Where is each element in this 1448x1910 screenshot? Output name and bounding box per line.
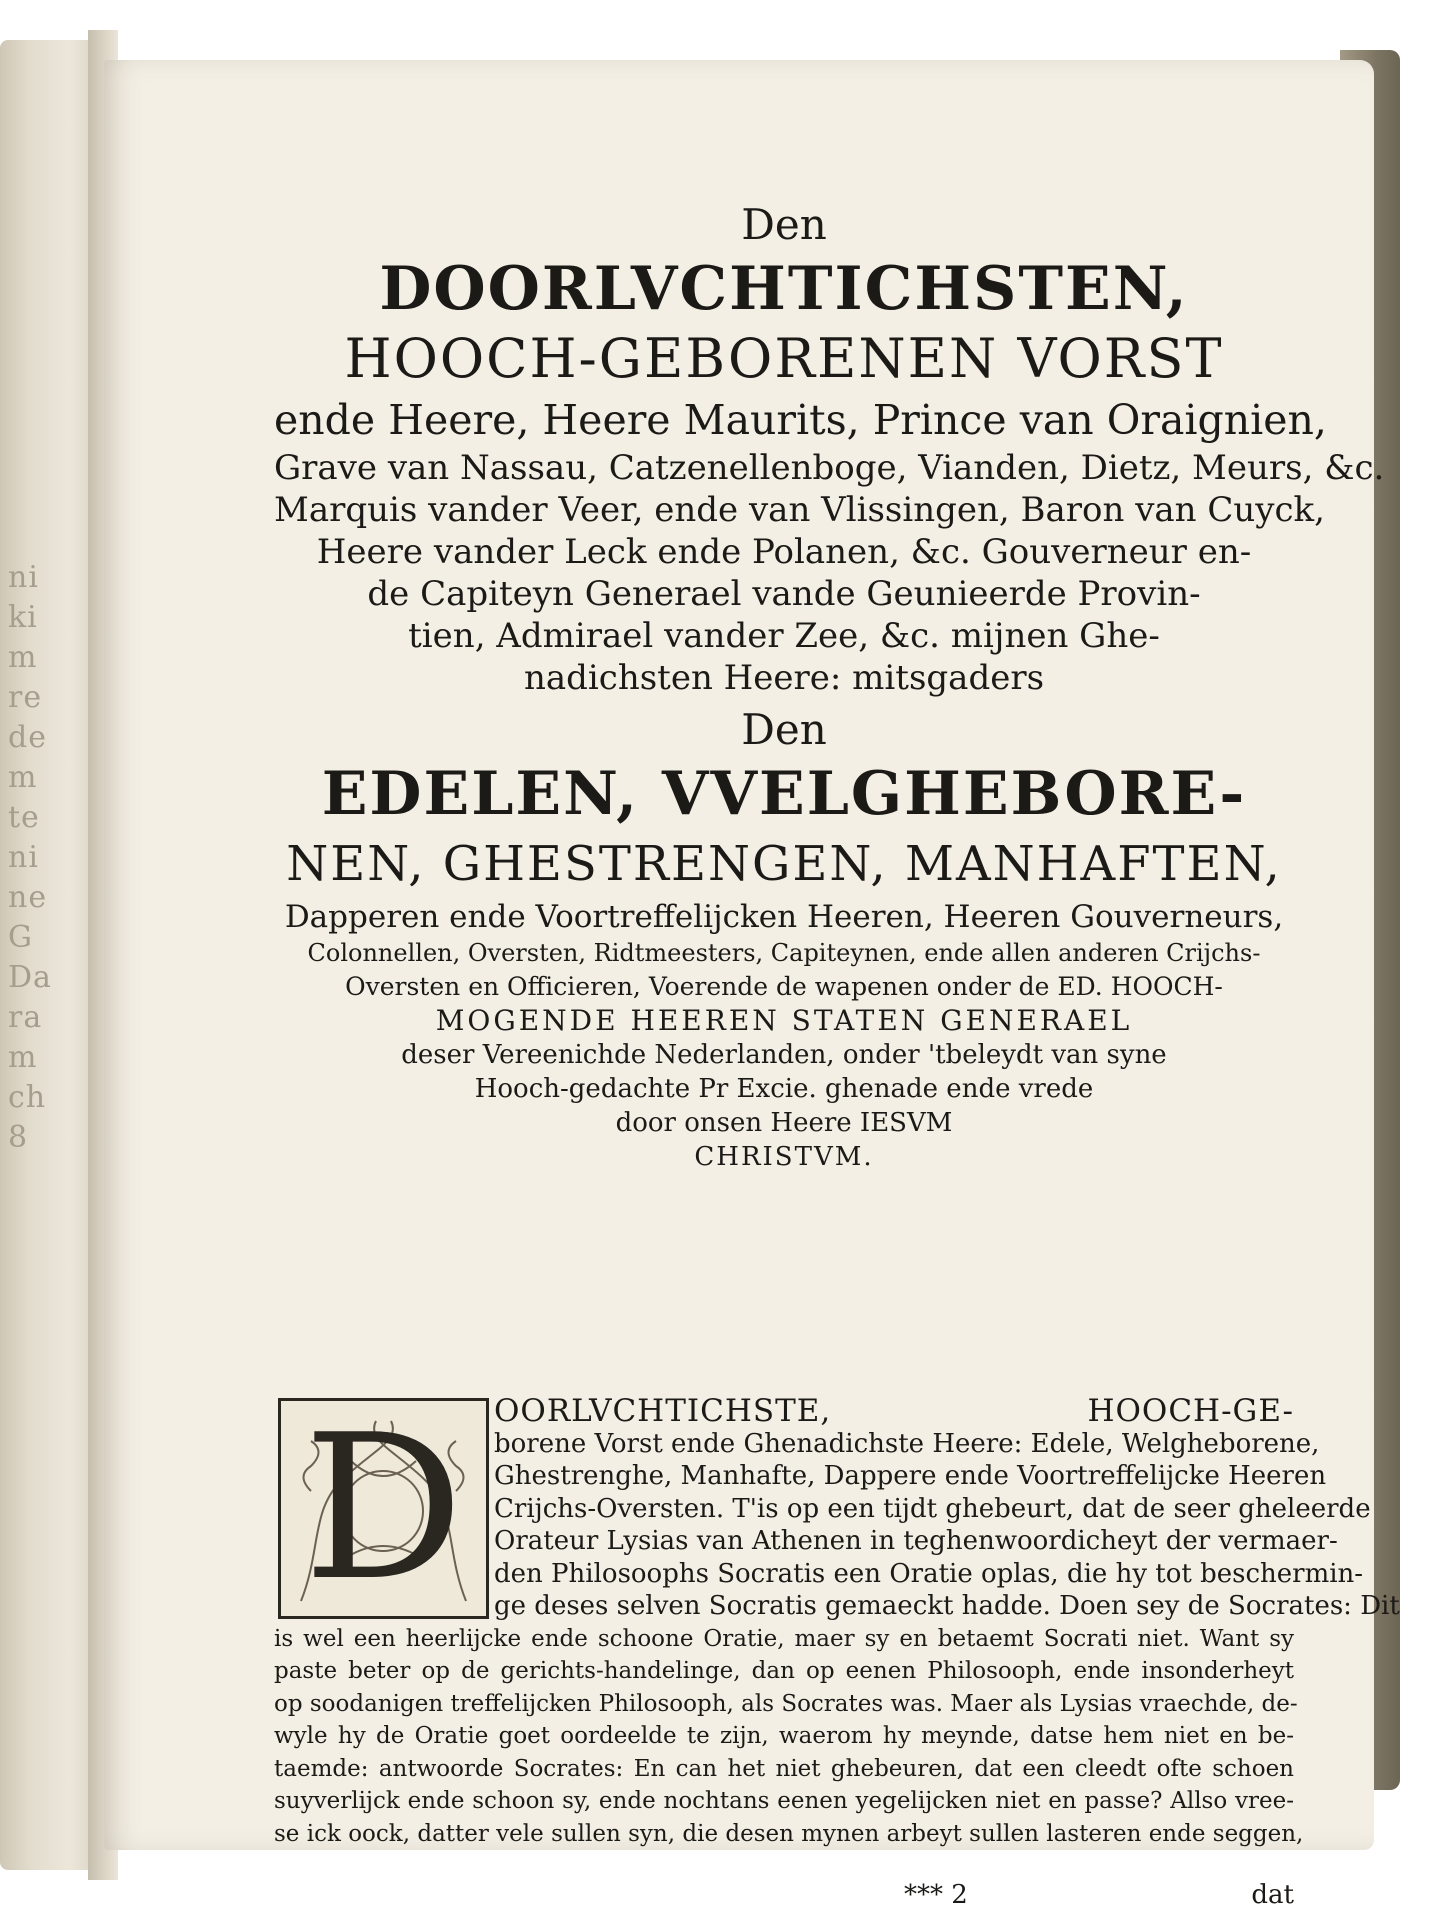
title-line: HOOCH-GEBORENEN VORST <box>344 327 1224 390</box>
title-line: Grave van Nassau, Catzenellenboge, Vianden, Dietz, Meurs, &c. <box>274 448 1385 488</box>
dedication-line: Colonnellen, Oversten, Ridtmeesters, Capiteynen, ende allen anderen Crijchs- <box>307 939 1261 967</box>
facing-page-fragment: ch <box>8 1080 47 1115</box>
title-line: Marquis vander Veer, ende van Vlissingen, Baron van Cuyck, <box>274 490 1325 530</box>
facing-page-fragment: m <box>8 1040 38 1075</box>
facing-page-fragment: ra <box>8 1000 43 1035</box>
dedication-line: NEN, GHESTRENGEN, MANHAFTEN, <box>286 836 1282 892</box>
facing-page-fragment: m <box>8 760 38 795</box>
dedication-line: Dapperen ende Voortreffelijcken Heeren, Heeren Gouverneurs, <box>284 899 1284 935</box>
title-line: Heere vander Leck ende Polanen, &c. Gouverneur en- <box>316 532 1252 572</box>
facing-page-fragment: G <box>8 920 33 955</box>
facing-page-fragment: Da <box>8 960 52 995</box>
body-line: OORLVCHTICHSTE, HOOCH-GE- <box>494 1393 1294 1429</box>
body-line: taemde: antwoorde Socrates: En can het niet ghebeuren, dat een cleedt ofte schoen <box>274 1755 1294 1782</box>
facing-page-fragment: te <box>8 800 40 835</box>
dedication-line: door onsen Heere IESVM <box>615 1108 953 1138</box>
body-line: Ghestrenghe, Manhafte, Dappere ende Voortreffelijcke Heeren <box>494 1461 1327 1491</box>
body-line: den Philosoophs Socratis een Oratie oplas, die hy tot beschermin- <box>494 1558 1364 1589</box>
facing-page-fragment: de <box>8 720 47 755</box>
body-line: se ick oock, datter vele sullen syn, die desen mynen arbeyt sullen lasteren ende seggen, <box>274 1820 1304 1847</box>
dedication-line: Hooch-gedachte Pr Excie. ghenade ende vrede <box>474 1074 1094 1104</box>
dedication-line: CHRISTVM. <box>694 1142 874 1172</box>
facing-page-fragment: re <box>8 680 43 715</box>
signature-mark: *** 2 <box>904 1880 968 1910</box>
facing-page-fragment: m <box>8 640 38 675</box>
dedication-den: Den <box>741 705 827 754</box>
title-line: ende Heere, Heere Maurits, Prince van Oraignien, <box>274 396 1327 444</box>
title-line: nadichsten Heere: mitsgaders <box>523 658 1045 698</box>
body-line: Crijchs-Oversten. T'is op een tijdt ghebeurt, dat de seer gheleerde <box>494 1493 1371 1524</box>
facing-page-fragment: ki <box>8 600 38 635</box>
body-line: ge deses selven Socratis gemaeckt hadde. Doen sey de Socrates: Dit <box>494 1591 1400 1621</box>
facing-page-fragment: ni <box>8 840 39 875</box>
dedication-line: deser Vereenichde Nederlanden, onder 'tbeleydt van syne <box>401 1040 1167 1070</box>
body-line: paste beter op de gerichts-handelinge, dan op eenen Philosooph, ende insonderheyt <box>274 1658 1294 1684</box>
facing-page-fragment: ne <box>8 880 48 915</box>
title-line: DOORLVCHTICHSTEN, <box>379 254 1189 324</box>
body-line: is wel een heerlijcke ende schoone Oratie, maer sy en betaemt Socrati niet. Want sy <box>274 1625 1294 1652</box>
body-line: suyverlijck ende schoon sy, ende nochtans eenen yegelijcken niet en passe? Allso vree- <box>274 1788 1294 1814</box>
facing-page-fragment: 8 <box>8 1120 29 1155</box>
printed-page <box>104 60 1400 1910</box>
drop-cap-letter: D <box>303 1391 464 1625</box>
dedication-line: Oversten en Officieren, Voerende de wapenen onder de ED. HOOCH- <box>345 972 1223 1001</box>
dedication-line: MOGENDE HEEREN STATEN GENERAEL <box>435 1004 1133 1037</box>
body-line: wyle hy de Oratie goet oordeelde te zijn, waerom hy meynde, datse hem niet en be- <box>274 1723 1294 1749</box>
body-line: borene Vorst ende Ghenadichste Heere: Edele, Welgheborene, <box>494 1428 1320 1459</box>
catchword: dat <box>1251 1880 1294 1910</box>
title-line: tien, Admirael vander Zee, &c. mijnen Ghe- <box>408 616 1160 656</box>
body-line: Orateur Lysias van Athenen in teghenwoordicheyt der vermaer- <box>494 1526 1338 1556</box>
title-line: de Capiteyn Generael vande Geunieerde Provin- <box>367 574 1201 614</box>
facing-page-fragment: ni <box>8 560 39 595</box>
facing-page-edge <box>0 40 100 1870</box>
body-line: op soodanigen treffelijcken Philosooph, als Socrates was. Maer als Lysias vraechde, de- <box>274 1690 1298 1717</box>
decorated-initial <box>278 1391 489 1625</box>
page-content <box>274 200 1400 1910</box>
book <box>0 30 1420 1910</box>
title-den: Den <box>741 200 827 249</box>
dedication-line: EDELEN, VVELGHEBORE- <box>321 759 1247 829</box>
